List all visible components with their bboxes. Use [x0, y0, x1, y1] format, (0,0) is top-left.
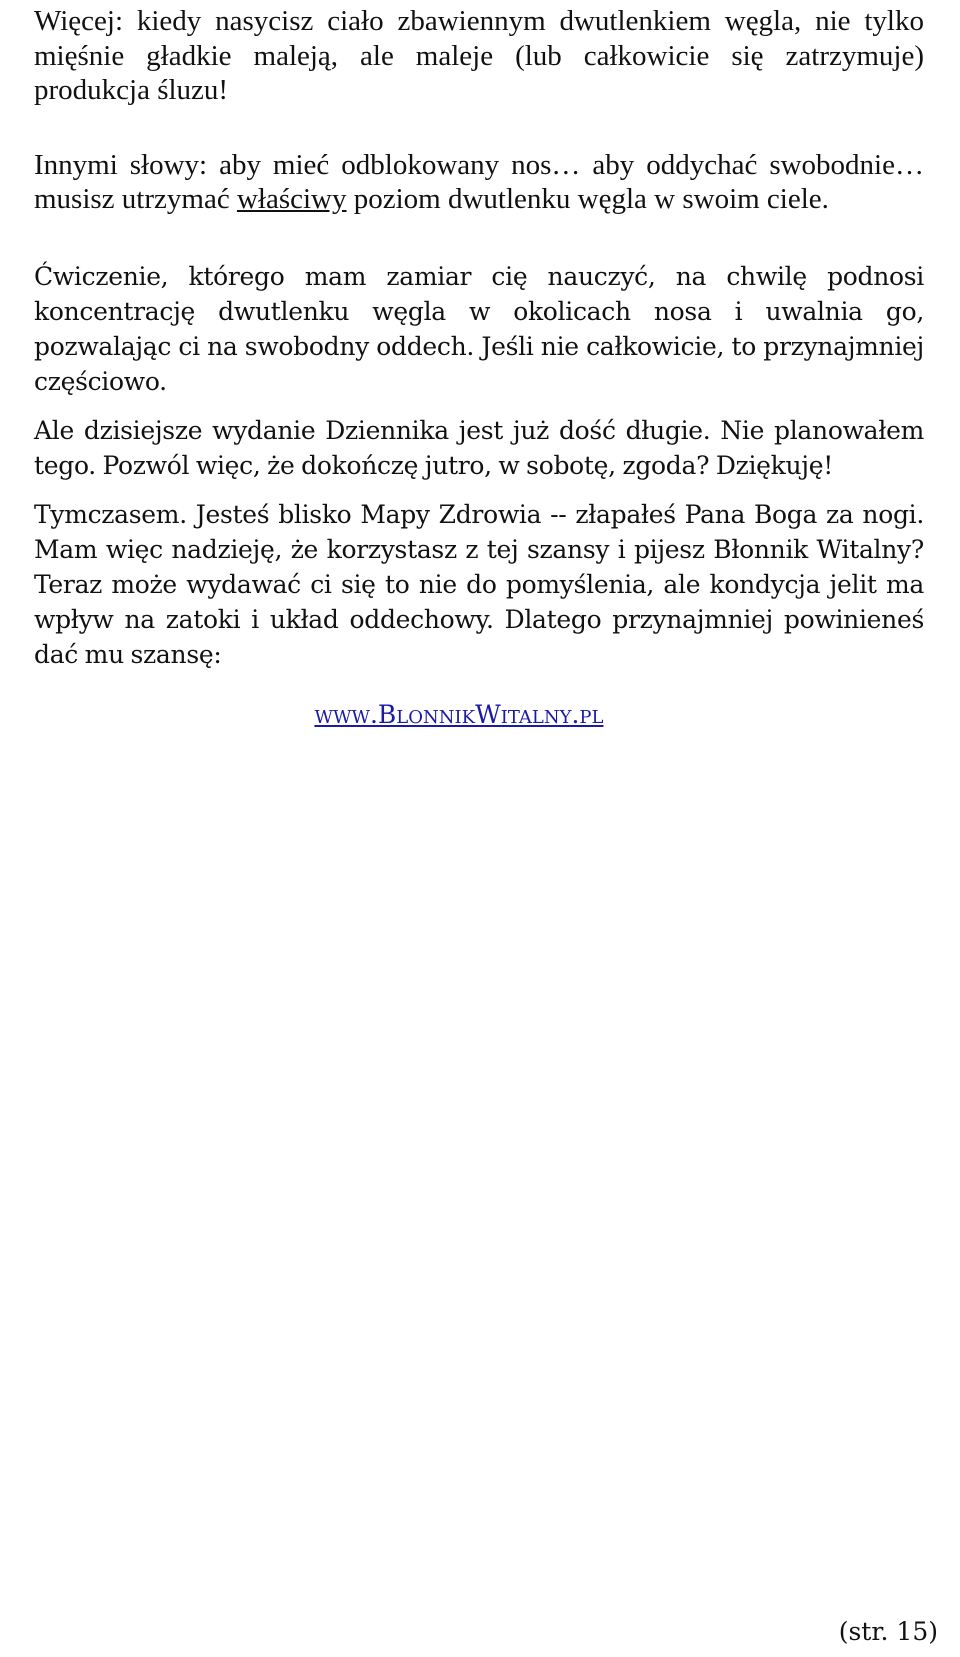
paragraph-co2-level-text-after: poziom dwutlenku węgla w swoim ciele.: [346, 183, 829, 215]
paragraph-co2-level: [34, 148, 924, 217]
page-number: (str. 15): [838, 1617, 938, 1646]
website-link[interactable]: www.BlonnikWitalny.pl: [314, 699, 604, 729]
link-container: [34, 697, 924, 732]
paragraph-fiber-recommendation: Tymczasem. Jesteś blisko Mapy Zdrowia -- złapałeś Pana Boga za nogi. Mam więc nadzieję, że korzystasz z tej szansy i pijesz Błonnik Witalny? Teraz może wydawać ci się to nie do pomyślenia, ale kondycja jelit ma wpływ na zatoki i układ oddechowy. Dlatego przynajmniej powinieneś dać mu szansę:: [34, 499, 924, 669]
emphasized-word: właściwy: [236, 183, 347, 215]
paragraph-exercise: Ćwiczenie, którego mam zamiar cię nauczyć, na chwilę podnosi koncentrację dwutlenku węgla w okolicach nosa i uwalnia go, pozwalając ci na swobodny oddech. Jeśli nie całkowicie, to przynajmniej częściowo.: [34, 261, 924, 396]
document-page: [34, 0, 924, 732]
paragraph-co2-level-text-before: Innymi słowy: aby mieć odblokowany nos… aby oddychać swobodnie… musisz utrzymać: [34, 148, 924, 215]
paragraph-continue-tomorrow: Ale dzisiejsze wydanie Dziennika jest już dość długie. Nie planowałem tego. Pozwól więc, że dokończę jutro, w sobotę, zgoda? Dziękuję!: [34, 415, 924, 480]
paragraph-co2-mucus: Więcej: kiedy nasycisz ciało zbawiennym dwutlenkiem węgla, nie tylko mięśnie gładkie maleją, ale maleje (lub całkowicie się zatrzymuje) produkcja śluzu!: [34, 5, 924, 106]
